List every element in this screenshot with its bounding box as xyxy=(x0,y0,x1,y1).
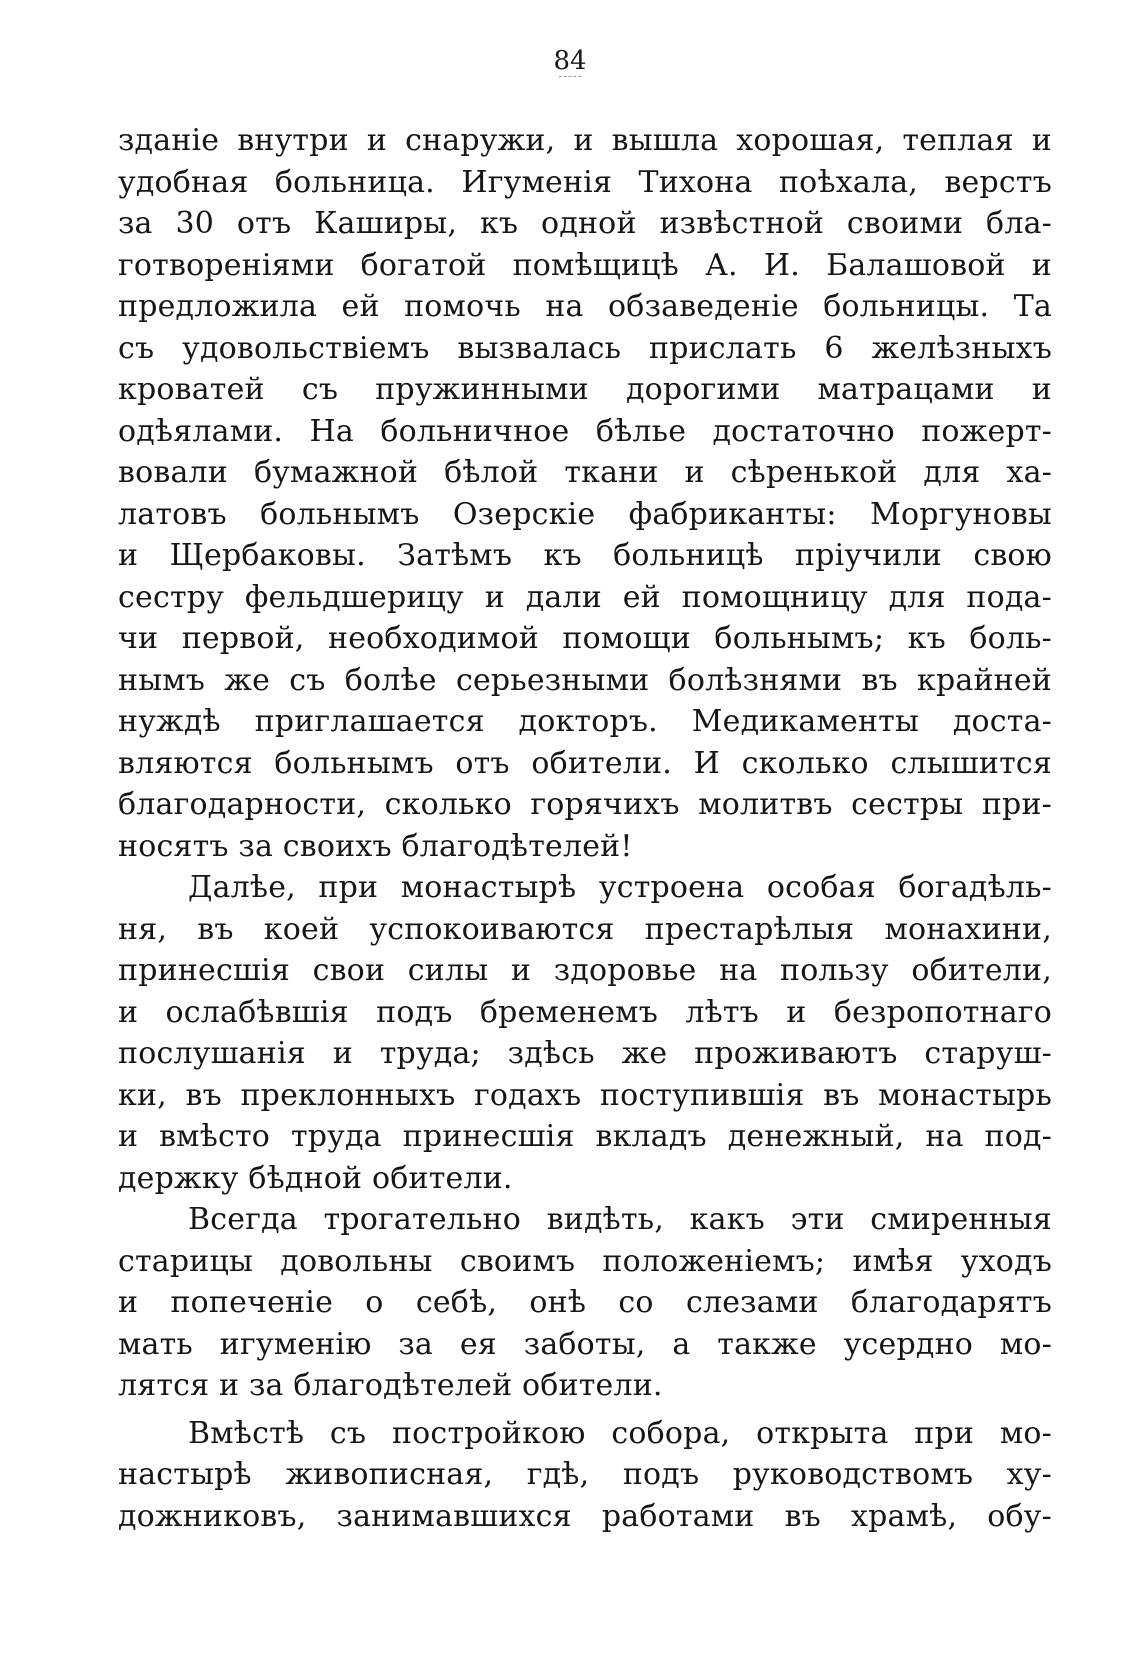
text-line: благодарности, сколько горячихъ молитвъ сестры при- xyxy=(118,787,1052,822)
text-line: вовали бумажной бѣлой ткани и сѣренькой для ха- xyxy=(118,455,1052,490)
text-line: съ удовольствіемъ вызвалась прислать 6 желѣзныхъ xyxy=(118,330,1052,366)
page-number: 84 xyxy=(0,46,1140,77)
text-line: нуждѣ приглашается докторъ. Медикаменты доста- xyxy=(118,704,1052,739)
paragraph-2 xyxy=(118,867,1052,1199)
text-line: Далѣе, при монастырѣ устроена особая богадѣль- xyxy=(188,870,1052,905)
text-line: ки, въ преклонныхъ годахъ поступившія въ монастырь xyxy=(118,1077,1052,1113)
text-line: лятся и за благодѣтелей обители. xyxy=(118,1368,663,1403)
text-line: готвореніями богатой помѣщицѣ А. И. Балашовой и xyxy=(118,247,1052,283)
text-line: вляются больнымъ отъ обители. И сколько слышится xyxy=(118,745,1052,781)
text-line: держку бѣдной обители. xyxy=(118,1160,513,1196)
paragraph-1 xyxy=(118,120,1052,867)
text-line: послушанія и труда; здѣсь же проживаютъ старуш- xyxy=(118,1036,1052,1071)
text-line: удобная больница. Игуменія Тихона поѣхала, верстъ xyxy=(118,164,1052,200)
text-line: Всегда трогательно видѣть, какъ эти смиренныя xyxy=(188,1202,1052,1237)
text-line: сестру фельдшерицу и дали ей помощницу для пода- xyxy=(118,579,1052,615)
text-line: одѣялами. На больничное бѣлье достаточно пожерт- xyxy=(118,413,1052,449)
text-line: настырѣ живописная, гдѣ, подъ руководствомъ ху- xyxy=(118,1457,1052,1492)
text-line: старицы довольны своимъ положеніемъ; имѣя уходъ xyxy=(118,1243,1052,1279)
text-line: нымъ же съ болѣе серьезными болѣзнями въ крайней xyxy=(118,662,1052,698)
text-line: латовъ больнымъ Озерскіе фабриканты: Моргуновы xyxy=(118,496,1052,532)
text-line: ня, въ коей успокоиваются престарѣлыя монахини, xyxy=(118,911,1052,947)
text-line: и Щербаковы. Затѣмъ къ больницѣ пріучили свою xyxy=(118,538,1052,573)
text-line: принесшія свои силы и здоровье на пользу обители, xyxy=(118,953,1052,988)
body-text xyxy=(118,120,1052,1537)
text-line: за 30 отъ Каширы, къ одной извѣстной своими бла- xyxy=(118,206,1052,241)
text-line: зданіе внутри и снаружи, и вышла хорошая, теплая и xyxy=(118,123,1052,158)
text-line: чи первой, необходимой помощи больнымъ; къ боль- xyxy=(118,621,1052,656)
text-line: дожниковъ, занимавшихся работами въ храмѣ, обу- xyxy=(118,1498,1052,1534)
paragraph-4 xyxy=(118,1413,1052,1538)
paragraph-3 xyxy=(118,1199,1052,1407)
text-line: кроватей съ пружинными дорогими матрацами и xyxy=(118,372,1052,407)
text-line: Вмѣстѣ съ постройкою собора, открыта при мо- xyxy=(188,1415,1052,1451)
text-line: предложила ей помочь на обзаведеніе больницы. Та xyxy=(118,289,1052,324)
text-line: мать игуменію за ея заботы, а также усердно мо- xyxy=(118,1326,1052,1362)
text-line: и вмѣсто труда принесшія вкладъ денежный, на под- xyxy=(118,1119,1052,1154)
text-line: и попеченіе о себѣ, онѣ со слезами благодарятъ xyxy=(118,1285,1052,1320)
text-line: и ослабѣвшія подъ бременемъ лѣтъ и безропотнаго xyxy=(118,994,1052,1030)
text-line: носятъ за своихъ благодѣтелей! xyxy=(118,828,633,864)
